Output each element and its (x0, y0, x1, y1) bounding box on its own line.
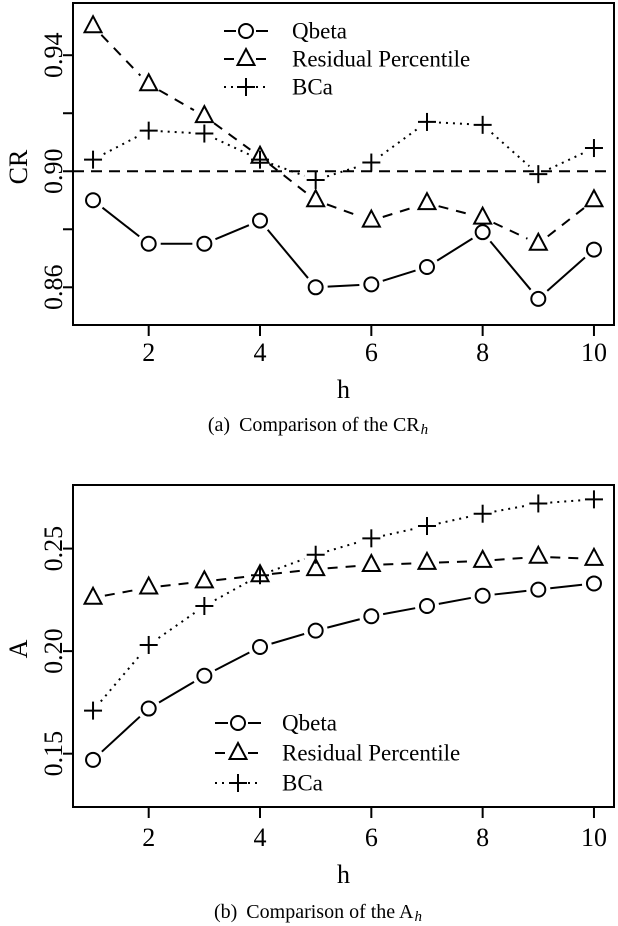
triangle-marker (230, 743, 247, 759)
y-tick-label: 0.90 (39, 148, 68, 195)
triangle-marker (140, 578, 157, 594)
series-segment (215, 653, 249, 671)
series-segment (216, 577, 248, 581)
triangle-marker (474, 208, 491, 224)
series-segment (383, 529, 415, 536)
series-segment (439, 516, 471, 523)
cr-comparison-chart (0, 0, 618, 460)
legend-label: Qbeta (292, 18, 347, 44)
series-segment (437, 239, 472, 261)
series-segment (381, 129, 417, 155)
legend-label: Qbeta (282, 710, 337, 736)
series-segment (105, 590, 137, 596)
series-segment (439, 598, 471, 604)
series-segment (550, 500, 582, 502)
y-tick-label: 0.15 (39, 730, 68, 777)
circle-marker (476, 225, 490, 239)
legend-label: BCa (282, 770, 323, 796)
series-segment (547, 258, 585, 291)
series-segment (159, 90, 194, 110)
series-segment (101, 35, 140, 76)
triangle-marker (307, 190, 324, 206)
caption-b-subscript: h (414, 909, 423, 925)
y-axis-label: CR (4, 149, 33, 185)
triangle-marker (474, 551, 491, 567)
y-tick-label: 0.94 (39, 32, 68, 78)
triangle-marker (238, 49, 255, 65)
caption-a (0, 414, 618, 437)
series-segment (494, 223, 528, 239)
series-segment (495, 591, 527, 595)
triangle-marker (585, 190, 602, 206)
legend (215, 711, 460, 796)
legend-label: Residual Percentile (292, 46, 471, 72)
series-segment (383, 608, 415, 614)
circle-marker (309, 280, 323, 294)
circle-marker (86, 753, 100, 767)
series-segment (327, 542, 360, 552)
caption-a-text: Comparison of the CR (239, 414, 420, 436)
caption-b-index: (b) (213, 901, 238, 923)
series-segment (268, 230, 308, 278)
series-segment (272, 570, 304, 574)
circle-marker (253, 214, 267, 228)
series-segment (328, 285, 360, 287)
caption-a-index: (a) (207, 414, 231, 436)
x-tick-label: 2 (142, 338, 156, 367)
caption-b (0, 901, 618, 924)
series-segment (215, 225, 249, 239)
series-segment (439, 123, 471, 125)
series-segment (550, 557, 582, 558)
series-segment (549, 153, 583, 169)
circle-marker (142, 237, 156, 251)
x-tick-label: 10 (580, 338, 607, 367)
y-tick-label: 0.86 (39, 264, 68, 311)
series-segment (328, 566, 360, 568)
series-segment (492, 133, 530, 166)
circle-marker (364, 277, 378, 291)
x-tick-label: 4 (253, 338, 267, 367)
x-tick-label: 4 (253, 823, 267, 852)
circle-marker (587, 243, 601, 257)
x-tick-label: 8 (476, 823, 490, 852)
a-comparison-chart (0, 460, 618, 926)
series-segment (159, 613, 195, 638)
series-segment (215, 139, 249, 155)
series-segment (490, 241, 530, 289)
circle-marker (197, 237, 211, 251)
circle-marker (231, 716, 245, 730)
triangle-marker (196, 106, 213, 122)
series-segment (383, 207, 416, 217)
y-axis-label: A (4, 639, 33, 659)
series-segment (272, 634, 305, 644)
series-segment (269, 164, 306, 193)
series-segment (102, 208, 139, 237)
series-segment (383, 271, 416, 281)
triangle-marker (530, 234, 547, 250)
x-axis-label: h (337, 375, 350, 404)
triangle-marker (140, 74, 157, 90)
series-segment (494, 506, 526, 512)
circle-marker (86, 193, 100, 207)
triangle-marker (418, 553, 435, 569)
series-segment (104, 136, 138, 154)
circle-marker (142, 702, 156, 716)
triangle-marker (530, 547, 547, 563)
caption-a-subscript: h (420, 422, 429, 438)
series-segment (159, 682, 194, 703)
y-tick-label: 0.25 (39, 525, 68, 572)
x-tick-label: 10 (580, 823, 607, 852)
triangle-marker (585, 549, 602, 565)
series-segment (271, 559, 304, 571)
circle-marker (420, 599, 434, 613)
triangle-marker (85, 588, 102, 604)
legend (224, 19, 470, 100)
circle-marker (476, 589, 490, 603)
caption-b-text: Comparison of the A (246, 901, 414, 923)
circle-marker (587, 576, 601, 590)
circle-marker (420, 260, 434, 274)
x-tick-label: 6 (364, 338, 378, 367)
triangle-marker (363, 211, 380, 227)
circle-marker (531, 292, 545, 306)
series-segment (548, 208, 585, 237)
circle-marker (364, 609, 378, 623)
series-segment (161, 583, 193, 587)
series-segment (215, 581, 250, 600)
circle-marker (531, 583, 545, 597)
series-segment (495, 558, 527, 560)
series-segment (439, 206, 471, 214)
y-tick-label: 0.20 (39, 628, 68, 674)
triangle-marker (418, 193, 435, 209)
circle-marker (309, 624, 323, 638)
triangle-marker (196, 571, 213, 587)
series-segment (439, 561, 471, 562)
triangle-marker (85, 16, 102, 32)
circle-marker (253, 640, 267, 654)
x-tick-label: 6 (364, 823, 378, 852)
legend-label: Residual Percentile (282, 740, 461, 766)
series-segment (102, 717, 140, 752)
series-segment (161, 131, 193, 133)
series-segment (550, 585, 582, 589)
triangle-marker (363, 555, 380, 571)
series-segment (327, 619, 359, 627)
x-tick-label: 8 (476, 338, 490, 367)
x-axis-label: h (337, 860, 350, 889)
series-segment (101, 654, 141, 701)
series-segment (327, 204, 360, 216)
series-segment (214, 123, 250, 149)
circle-marker (197, 669, 211, 683)
x-tick-label: 2 (142, 823, 156, 852)
series-segment (383, 563, 415, 564)
circle-marker (239, 24, 253, 38)
legend-label: BCa (292, 74, 333, 100)
